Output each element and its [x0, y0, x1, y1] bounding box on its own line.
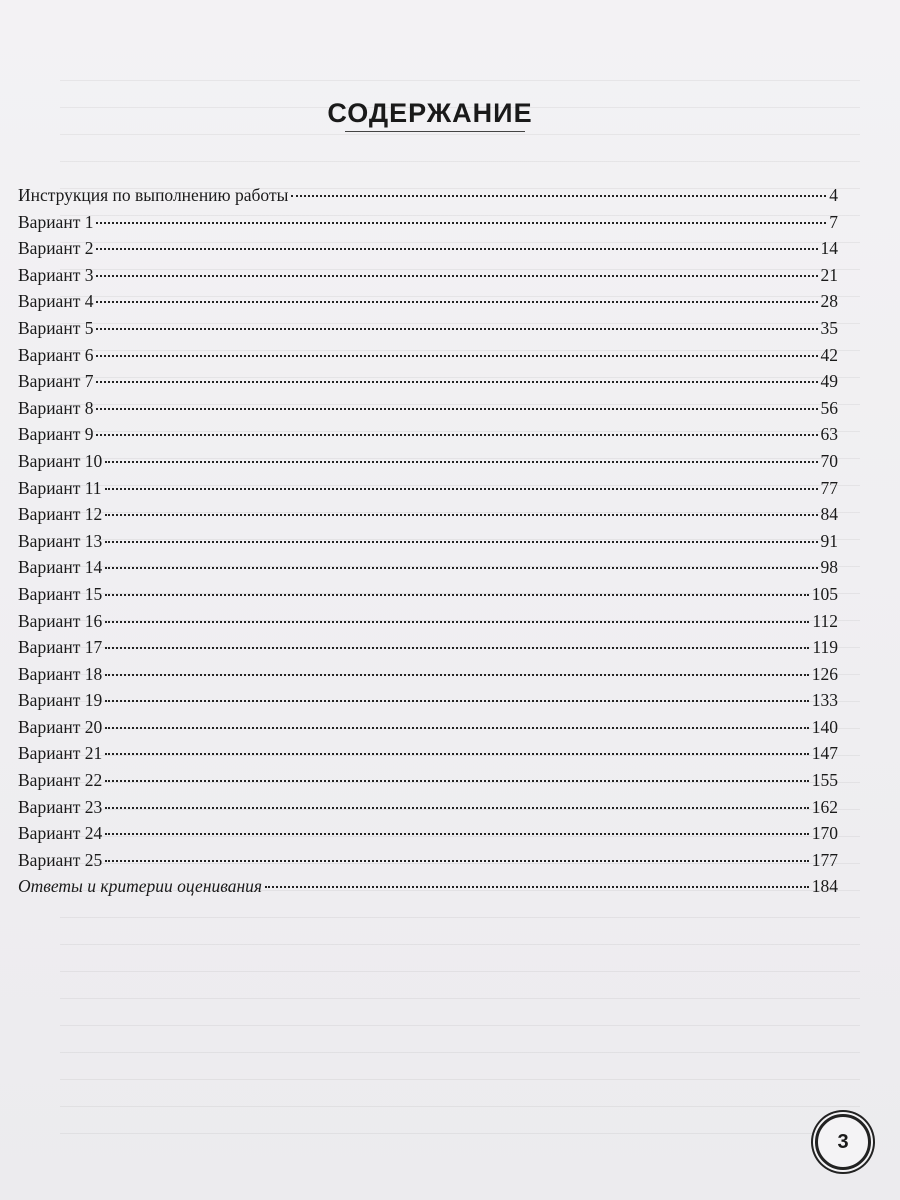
toc-entry-page: 126 [811, 663, 838, 684]
toc-entry-page: 4 [829, 185, 838, 205]
table-of-contents [18, 182, 838, 900]
toc-dot-leader [105, 674, 809, 676]
toc-entry-page: 77 [820, 477, 838, 498]
toc-entry-label: Вариант 19 [18, 690, 103, 711]
toc-dot-leader [105, 594, 809, 596]
toc-entry-label: Вариант 5 [18, 317, 94, 338]
toc-dot-leader [105, 541, 817, 543]
toc-entry-page: 63 [820, 424, 838, 445]
title-underline [345, 131, 525, 132]
toc-entry[interactable] [18, 209, 838, 236]
toc-entry-label: Вариант 3 [18, 264, 94, 285]
toc-entry-page: 119 [812, 637, 838, 658]
toc-entry-label: Вариант 4 [18, 291, 94, 312]
toc-dot-leader [105, 753, 809, 755]
toc-entry[interactable] [18, 687, 838, 714]
toc-dot-leader [105, 567, 817, 569]
toc-entry-page: 105 [811, 583, 838, 604]
toc-entry[interactable] [18, 475, 838, 502]
toc-dot-leader [105, 700, 809, 702]
toc-entry-label: Вариант 13 [18, 530, 103, 551]
toc-dot-leader [105, 514, 817, 516]
toc-entry-label: Вариант 21 [18, 743, 103, 764]
toc-entry-page: 7 [829, 211, 838, 232]
toc-entry-page: 140 [811, 716, 838, 737]
toc-dot-leader [105, 621, 809, 623]
toc-entry[interactable] [18, 873, 838, 900]
toc-entry-page: 42 [820, 344, 838, 365]
toc-entry[interactable] [18, 554, 838, 581]
toc-entry-label: Вариант 17 [18, 637, 103, 658]
toc-entry-label: Инструкция по выполнению работы [18, 185, 289, 205]
toc-entry-page: 84 [820, 504, 838, 525]
toc-entry-label: Вариант 12 [18, 504, 103, 525]
toc-entry-page: 155 [811, 770, 838, 791]
toc-entry[interactable] [18, 794, 838, 821]
toc-dot-leader [105, 488, 818, 490]
toc-entry-page: 56 [820, 397, 838, 418]
toc-entry[interactable] [18, 315, 838, 342]
toc-entry-label: Вариант 15 [18, 583, 103, 604]
toc-entry[interactable] [18, 501, 838, 528]
toc-entry[interactable] [18, 235, 838, 262]
toc-dot-leader [291, 195, 826, 197]
toc-entry[interactable] [18, 714, 838, 741]
toc-entry-page: 98 [820, 557, 838, 578]
toc-entry[interactable] [18, 608, 838, 635]
toc-dot-leader [105, 807, 809, 809]
toc-entry-label: Вариант 16 [18, 610, 103, 631]
toc-dot-leader [96, 301, 817, 303]
toc-entry-page: 70 [820, 450, 838, 471]
toc-dot-leader [105, 461, 817, 463]
toc-entry[interactable] [18, 448, 838, 475]
toc-entry[interactable] [18, 661, 838, 688]
toc-entry-page: 170 [811, 823, 838, 844]
toc-entry-label: Вариант 9 [18, 424, 94, 445]
page-number: 3 [837, 1130, 849, 1153]
toc-entry-label: Вариант 14 [18, 557, 103, 578]
toc-entry-label: Вариант 24 [18, 823, 103, 844]
toc-dot-leader [96, 408, 817, 410]
toc-entry-label: Вариант 2 [18, 238, 94, 259]
toc-entry-label: Вариант 20 [18, 716, 103, 737]
toc-dot-leader [265, 886, 809, 888]
toc-entry[interactable] [18, 820, 838, 847]
toc-entry-page: 91 [820, 530, 838, 551]
toc-entry[interactable] [18, 342, 838, 369]
toc-entry-label: Вариант 11 [18, 477, 102, 498]
toc-entry[interactable] [18, 634, 838, 661]
toc-dot-leader [96, 355, 817, 357]
toc-entry-page: 35 [820, 317, 838, 338]
toc-entry-label: Вариант 8 [18, 397, 94, 418]
toc-dot-leader [105, 780, 809, 782]
toc-entry-page: 21 [820, 264, 838, 285]
toc-entry-page: 177 [811, 849, 838, 870]
toc-dot-leader [105, 727, 809, 729]
toc-dot-leader [96, 275, 817, 277]
page-number-badge [815, 1114, 871, 1170]
toc-entry-page: 28 [820, 291, 838, 312]
toc-entry-label: Вариант 1 [18, 211, 94, 232]
toc-entry-label: Вариант 7 [18, 371, 94, 392]
toc-entry[interactable] [18, 421, 838, 448]
toc-entry[interactable] [18, 288, 838, 315]
toc-entry-page: 133 [811, 690, 838, 711]
toc-entry[interactable] [18, 581, 838, 608]
toc-entry-page: 14 [820, 238, 838, 259]
toc-entry-page: 112 [812, 610, 838, 631]
toc-entry-page: 184 [811, 876, 838, 897]
toc-dot-leader [105, 833, 809, 835]
toc-entry-label: Вариант 25 [18, 849, 103, 870]
toc-entry-label: Вариант 6 [18, 344, 94, 365]
toc-entry-page: 49 [820, 371, 838, 392]
toc-dot-leader [96, 434, 817, 436]
toc-entry[interactable] [18, 395, 838, 422]
toc-dot-leader [105, 647, 809, 649]
toc-entry[interactable] [18, 847, 838, 874]
toc-dot-leader [96, 222, 826, 224]
toc-dot-leader [96, 381, 817, 383]
toc-entry[interactable] [18, 740, 838, 767]
toc-entry-page: 162 [811, 796, 838, 817]
toc-entry[interactable] [18, 368, 838, 395]
toc-entry[interactable] [18, 262, 838, 289]
toc-dot-leader [105, 860, 809, 862]
toc-entry-label: Вариант 23 [18, 796, 103, 817]
toc-entry-label: Ответы и критерии оценивания [18, 876, 263, 897]
toc-entry-label: Вариант 10 [18, 450, 103, 471]
toc-entry-page: 147 [811, 743, 838, 764]
page-title: СОДЕРЖАНИЕ [327, 98, 533, 129]
toc-entry-label: Вариант 18 [18, 663, 103, 684]
toc-dot-leader [96, 328, 817, 330]
toc-entry[interactable] [18, 528, 838, 555]
toc-entry[interactable] [18, 182, 838, 209]
toc-entry-label: Вариант 22 [18, 770, 103, 791]
toc-entry[interactable] [18, 767, 838, 794]
toc-dot-leader [96, 248, 817, 250]
